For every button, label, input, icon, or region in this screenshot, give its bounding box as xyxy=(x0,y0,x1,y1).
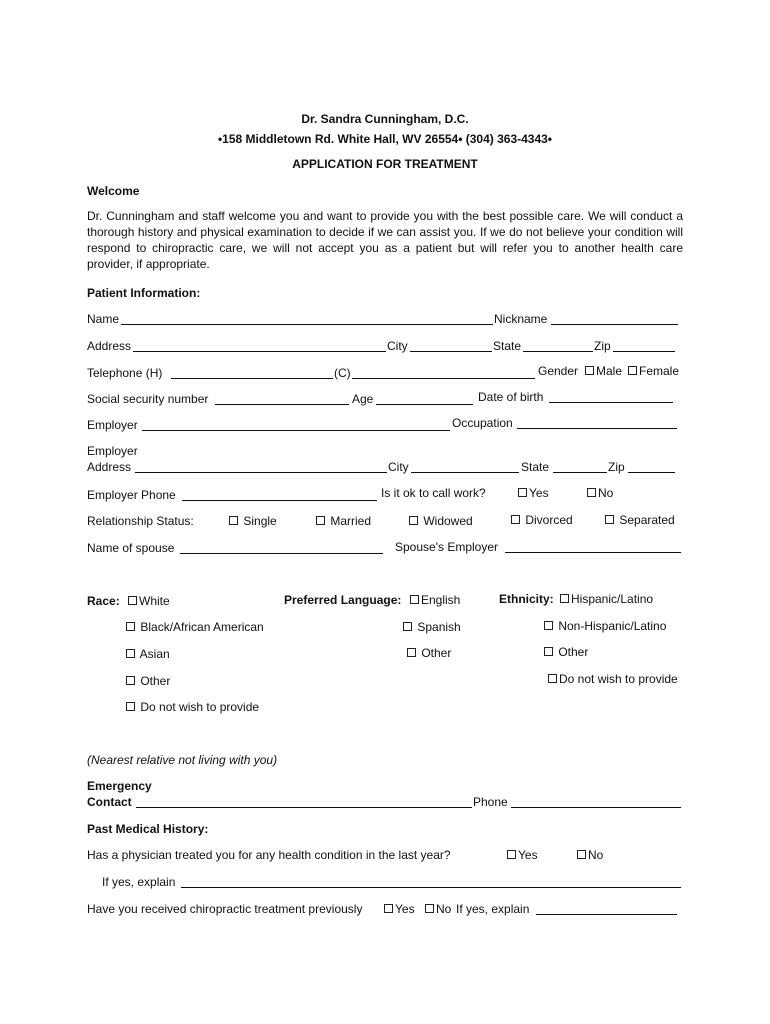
form-title: APPLICATION FOR TREATMENT xyxy=(292,157,478,171)
city-field[interactable] xyxy=(410,339,492,352)
medical-q1-explain-field[interactable] xyxy=(181,875,681,888)
checkbox-icon xyxy=(316,516,325,525)
medical-q2-explain-label: If yes, explain xyxy=(456,902,530,916)
checkbox-icon xyxy=(126,702,135,711)
checkbox-icon xyxy=(507,850,516,859)
city-label: City xyxy=(387,339,408,353)
employer-field[interactable] xyxy=(142,418,450,431)
telephone-cell-field[interactable] xyxy=(352,366,535,379)
relationship-divorced[interactable]: Divorced xyxy=(511,513,573,527)
spouse-name-label: Name of spouse xyxy=(87,541,175,555)
emergency-phone-label: Phone xyxy=(473,795,508,809)
checkbox-icon xyxy=(126,676,135,685)
employer-label: Employer xyxy=(87,418,138,432)
doctor-name: Dr. Sandra Cunningham, D.C. xyxy=(301,112,469,126)
checkbox-icon xyxy=(511,515,520,524)
checkbox-icon xyxy=(425,904,434,913)
language-label: Preferred Language: xyxy=(284,593,402,607)
nickname-label: Nickname xyxy=(494,312,548,326)
state-label: State xyxy=(493,339,522,353)
employer-city-field[interactable] xyxy=(411,460,519,473)
name-label: Name xyxy=(87,312,120,326)
checkbox-icon xyxy=(544,621,553,630)
checkbox-icon xyxy=(560,594,569,603)
medical-q1-explain-label: If yes, explain xyxy=(102,875,176,889)
ethnicity-hispanic[interactable]: Hispanic/Latino xyxy=(560,592,653,606)
zip-label: Zip xyxy=(594,339,611,353)
address-label: Address xyxy=(87,339,132,353)
emergency-label-2: Contact xyxy=(87,795,132,809)
ethnicity-other[interactable]: Other xyxy=(544,645,588,659)
checkbox-icon xyxy=(585,366,594,375)
ok-to-call-label: Is it ok to call work? xyxy=(381,486,486,500)
ethnicity-label: Ethnicity: xyxy=(499,592,554,606)
medical-q1-yes[interactable]: Yes xyxy=(507,848,538,862)
ok-to-call-no[interactable]: No xyxy=(587,486,613,500)
ethnicity-non-hispanic[interactable]: Non-Hispanic/Latino xyxy=(544,619,666,633)
checkbox-icon xyxy=(410,595,419,604)
employer-address-field[interactable] xyxy=(135,460,387,473)
checkbox-icon xyxy=(126,622,135,631)
checkbox-icon xyxy=(628,366,637,375)
dob-field[interactable] xyxy=(549,390,673,403)
checkbox-icon xyxy=(384,904,393,913)
telephone-cell-label: (C) xyxy=(334,366,351,380)
race-black[interactable]: Black/African American xyxy=(126,620,264,634)
employer-state-field[interactable] xyxy=(553,460,607,473)
employer-state-label: State xyxy=(521,460,550,474)
employer-zip-label: Zip xyxy=(608,460,625,474)
medical-q1: Has a physician treated you for any health condition in the last year? xyxy=(87,848,451,862)
gender-label: Gender xyxy=(538,364,579,378)
spouse-name-field[interactable] xyxy=(180,541,383,554)
employer-address-label-2: Address xyxy=(87,460,132,474)
race-label: Race: xyxy=(87,594,120,608)
relationship-widowed[interactable]: Widowed xyxy=(409,514,473,528)
medical-q2-no[interactable]: No xyxy=(425,902,451,916)
employer-zip-field[interactable] xyxy=(628,460,675,473)
race-other[interactable]: Other xyxy=(126,674,170,688)
relationship-single[interactable]: Single xyxy=(229,514,277,528)
ssn-field[interactable] xyxy=(215,392,349,405)
checkbox-icon xyxy=(128,596,137,605)
emergency-phone-field[interactable] xyxy=(511,795,681,808)
ssn-label: Social security number xyxy=(87,392,209,406)
dob-label: Date of birth xyxy=(478,390,544,404)
state-field[interactable] xyxy=(523,339,593,352)
checkbox-icon xyxy=(544,647,553,656)
emergency-label-1: Emergency xyxy=(87,779,152,793)
address-field[interactable] xyxy=(133,339,386,352)
employer-phone-field[interactable] xyxy=(182,488,377,501)
race-white[interactable]: White xyxy=(128,594,170,608)
language-other[interactable]: Other xyxy=(407,646,451,660)
clinic-address: •158 Middletown Rd. White Hall, WV 26554• (304) 363-4343• xyxy=(217,132,553,146)
medical-q1-no[interactable]: No xyxy=(577,848,603,862)
zip-field[interactable] xyxy=(613,339,675,352)
nickname-field[interactable] xyxy=(551,312,678,325)
relationship-separated[interactable]: Separated xyxy=(605,513,675,527)
gender-male[interactable]: Male xyxy=(585,364,622,378)
checkbox-icon xyxy=(407,648,416,657)
checkbox-icon xyxy=(605,515,614,524)
patient-info-heading: Patient Information: xyxy=(87,286,201,300)
occupation-field[interactable] xyxy=(517,416,677,429)
checkbox-icon xyxy=(518,488,527,497)
age-field[interactable] xyxy=(376,392,473,405)
medical-q2: Have you received chiropractic treatment previously xyxy=(87,902,363,916)
relationship-married[interactable]: Married xyxy=(316,514,371,528)
emergency-contact-field[interactable] xyxy=(136,795,472,808)
race-asian[interactable]: Asian xyxy=(126,647,170,661)
ethnicity-no-answer[interactable]: Do not wish to provide xyxy=(548,672,678,686)
telephone-home-label: Telephone (H) xyxy=(87,366,163,380)
emergency-note: (Nearest relative not living with you) xyxy=(87,753,278,767)
language-english[interactable]: English xyxy=(410,593,460,607)
checkbox-icon xyxy=(403,622,412,631)
checkbox-icon xyxy=(548,674,557,683)
checkbox-icon xyxy=(229,516,238,525)
language-spanish[interactable]: Spanish xyxy=(403,620,461,634)
ok-to-call-yes[interactable]: Yes xyxy=(518,486,549,500)
welcome-body: Dr. Cunningham and staff welcome you and want to provide you with the best possible care. We will conduct a thorough history and physical examination to decide if we can assist you. If we do not believe your condition will respond to chiropractic care, we will not accept you as a patient but will refer you to another health care provider, if appropriate. xyxy=(87,209,683,271)
relationship-label: Relationship Status: xyxy=(87,514,194,528)
medical-q2-yes[interactable]: Yes xyxy=(384,902,415,916)
spouse-employer-field[interactable] xyxy=(505,540,681,553)
name-field[interactable] xyxy=(121,312,493,325)
employer-city-label: City xyxy=(388,460,409,474)
employer-address-label-1: Employer xyxy=(87,444,138,458)
checkbox-icon xyxy=(126,649,135,658)
telephone-home-field[interactable] xyxy=(171,366,333,379)
medical-q2-explain-field[interactable] xyxy=(536,902,677,915)
spouse-employer-label: Spouse's Employer xyxy=(395,540,499,554)
checkbox-icon xyxy=(587,488,596,497)
welcome-heading: Welcome xyxy=(87,184,140,198)
checkbox-icon xyxy=(577,850,586,859)
race-no-answer[interactable]: Do not wish to provide xyxy=(126,700,259,714)
gender-female[interactable]: Female xyxy=(628,364,679,378)
employer-phone-label: Employer Phone xyxy=(87,488,176,502)
medical-heading: Past Medical History: xyxy=(87,822,209,836)
occupation-label: Occupation xyxy=(452,416,513,430)
checkbox-icon xyxy=(409,516,418,525)
age-label: Age xyxy=(352,392,374,406)
